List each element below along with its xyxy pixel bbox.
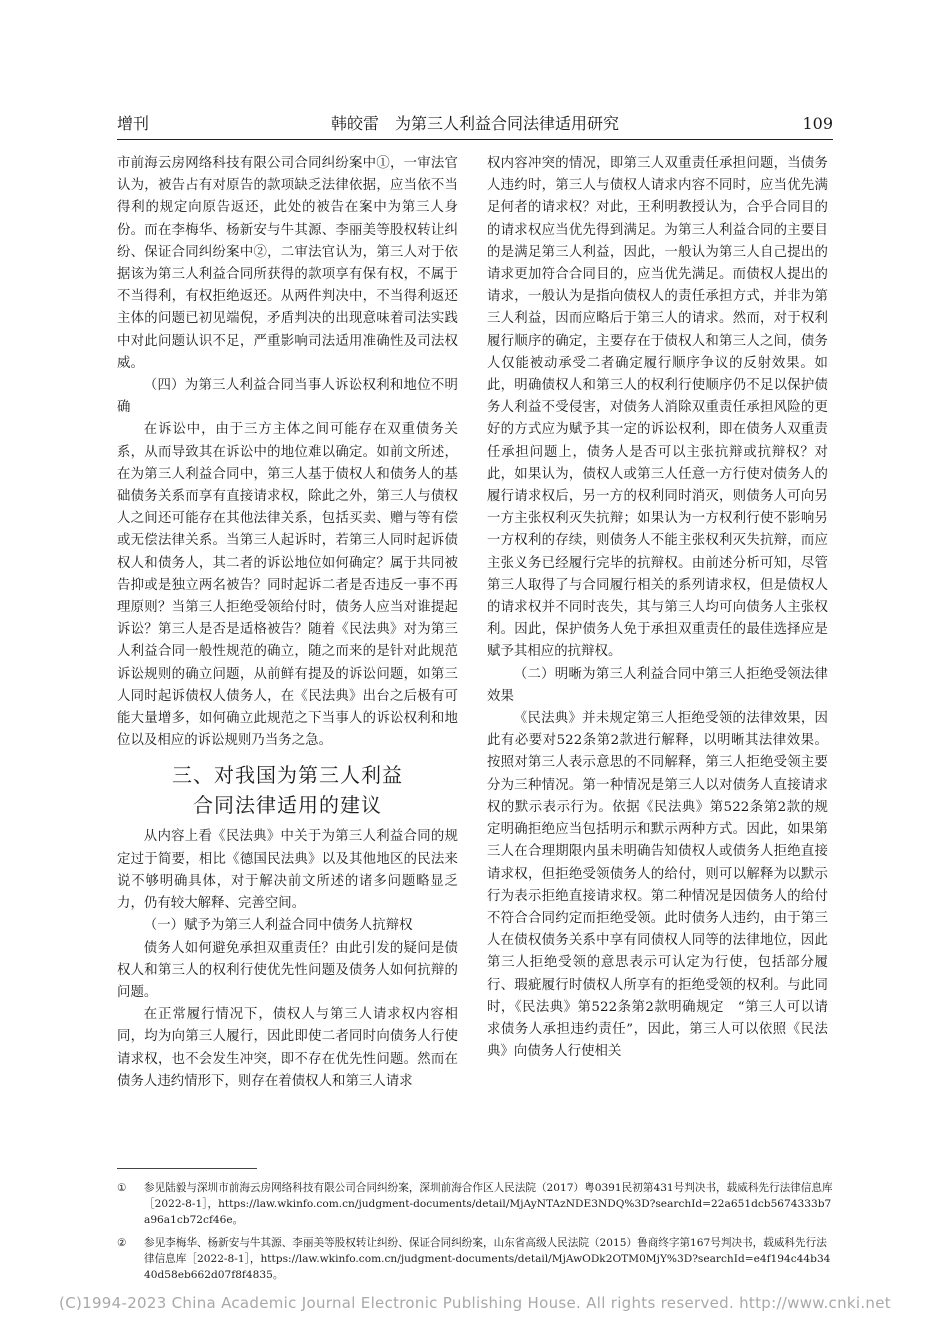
subheading-2: （二）明晰为第三人利益合同中第三人拒绝受领法律效果 — [487, 666, 828, 704]
left-paragraph-2: 在诉讼中，由于三方主体之间可能存在双重债务关系，从而导致其在诉讼中的地位难以确定。如前文所述，在为第三人利益合同中，第三人基于债权人和债务人的基础债务关系而享有直接请求权，除此之外，第三人与债权人之间还可能存在其他法律关系，包括买卖、赠与等有偿或无偿法律关系。当第三人起诉时，若第三人同时起诉债权人和债务人，其二者的诉讼地位如何确定？属于共同被告抑或是独立两名被告？同时起诉二者是否违反一事不再理原则？当第三人拒绝受领给付时，债务人应当对谁提起诉讼？第三人是否是适格被告？随着《民法典》对为第三人利益合同一般性规范的确立，随之而来的是针对此规范诉讼规则的确立问题，从前鲜有提及的诉讼问题，如第三人同时起诉债权人债务人，在《民法典》出台之后极有可能大量增多，如何确立此规范之下当事人的诉讼权利和地位以及相应的诉讼规则乃当务之急。 — [117, 422, 458, 749]
journal-issue-label: 增刊 — [117, 114, 150, 133]
header-divider — [117, 139, 833, 140]
subheading-1: （一）赋予为第三人利益合同中债务人抗辩权 — [143, 918, 413, 934]
right-paragraph-1: 权内容冲突的情况，即第三人双重责任承担问题，当债务人违约时，第三人与债权人请求内容不同时，应当优先满足何者的请求权？对此，王利明教授认为，合乎合同目的的请求权应当优先得到满足。为第三人利益合同的主要目的是满足第三人利益，因此，一般认为第三人自己提出的请求更加符合合同目的，应当优先满足。而债权人提出的请求，一般认为是指向债权人的责任承担方式，并非为第三人利益，因而应略后于第三人的请求。然而，对于权利履行顺序的确定，主要存在于债权人和第三人之间，债务人仅能被动承受二者确定履行顺序争议的反射效果。如此，明确债权人和第三人的权利行使顺序仍不足以保护债务人利益不受侵害，对债务人消除双重责任承担风险的更好的方式应为赋予其一定的诉讼权利，即在债务人双重责任承担问题上，债务人是否可以主张抗辩或抗辩权？对此，如果认为，债权人或第三人任意一方行使对债务人的履行请求权后，另一方的权利同时消灭，则债务人可向另一方主张权利灭失抗辩；如果认为一方权利行使不影响另一方权利的存续，则债务人不能主张权利灭失抗辩，而应主张义务已经履行完毕的抗辩权。由前述分析可知，尽管第三人取得了与合同履行相关的系列请求权，但是债权人的请求权并不同时丧失，其与第三人均可向债务人主张权利。因此，保护债务人免于承担双重责任的最佳选择应是赋予其相应的抗辩权。 — [487, 156, 828, 660]
left-paragraph-5: 在正常履行情况下，债权人与第三人请求权内容相同，均为向第三人履行，因此即使二者同时向债务人行使请求权，也不会发生冲突，即不存在优先性问题。然而在债务人违约情形下，则存在着债权人和第三人请求 — [117, 1007, 458, 1089]
copyright-watermark: (C)1994-2023 China Academic Journal Electronic Publishing House. All rights reserved. http://www.cnki.net — [59, 1294, 891, 1312]
running-header — [117, 112, 833, 136]
left-paragraph-4: 债务人如何避免承担双重责任？由此引发的疑问是债权人和第三人的权利行使优先性问题及债务人如何抗辩的问题。 — [117, 940, 458, 1000]
page-number: 109 — [802, 114, 833, 133]
footnote-marker: ② — [117, 1237, 127, 1249]
footnotes — [117, 1180, 833, 1290]
left-column — [117, 153, 458, 1093]
left-paragraph-1: 市前海云房网络科技有限公司合同纠纷案中①，一审法官认为，被告占有对原告的款项缺乏法律依据，应当依不当得利的规定向原告返还，此处的被告在案中为第三人身份。而在李梅华、杨新安与牛其源、李丽美等股权转让纠纷、保证合同纠纷案中②，二审法官认为，第三人对于依据该为第三人利益合同所获得的款项享有保有权，不属于不当得利，有权拒绝返还。从两件判决中，不当得利返还主体的问题已初见端倪，矛盾判决的出现意味着司法实践中对此问题认识不足，严重影响司法适用准确性及司法权威。 — [117, 156, 458, 371]
section-title — [117, 760, 458, 820]
footnote-marker: ① — [117, 1182, 127, 1194]
left-paragraph-3: 从内容上看《民法典》中关于为第三人利益合同的规定过于简要，相比《德国民法典》以及其他地区的民法来说不够明确具体，对于解决前文所述的诸多问题略显乏力，仍有较大解释、完善空间。 — [117, 829, 458, 912]
right-column — [487, 153, 828, 1063]
footnote-text: 参见陆毅与深圳市前海云房网络科技有限公司合同纠纷案，深圳前海合作区人民法院（2017）粤0391民初第431号判决书，载威科先行法律信息库［2022-8-1］，https://law.wkinfo.com.cn/judgment-documents/detail/MjAyNTAzNDE3NDQ%3D?searchId=22a651dcb5674333b7a96a1cb72cf46e。 — [144, 1182, 833, 1226]
section-title-line-1: 三、对我国为第三人利益 — [172, 763, 403, 788]
article-running-title: 韩皎雷 为第三人利益合同法律适用研究 — [330, 114, 619, 133]
footnote — [117, 1180, 833, 1228]
right-paragraph-2: 《民法典》并未规定第三人拒绝受领的法律效果，因此有必要对522条第2款进行解释，以明晰其法律效果。按照对第三人表示意思的不同解释，第三人拒绝受领主要分为三种情况。第一种情况是第三人以对债务人直接请求权的默示表示行为。依据《民法典》第522条第2款的规定明确拒绝应当包括明示和默示两种方式。因此，如果第三人在合理期限内虽未明确告知债权人或债务人拒绝直接请求权，但拒绝受领债务人的给付，则可以解释为以默示行为表示拒绝直接请求权。第二种情况是因债务人的给付不符合合同约定而拒绝受领。此时债务人违约，由于第三人在债权债务关系中享有同债权人同等的法律地位，因此第三人拒绝受领的意思表示可认定为行使，包括部分履行、瑕疵履行时债权人所享有的拒绝受领的权利。与此同时，《民法典》第522条第2款明确规定 “第三人可以请求债务人承担违约责任”，因此，第三人可以依照《民法典》向债务人行使相关 — [487, 711, 828, 1060]
footnote-divider — [117, 1168, 257, 1169]
section-title-line-2: 合同法律适用的建议 — [193, 793, 382, 818]
footnote-text: 参见李梅华、杨新安与牛其源、李丽美等股权转让纠纷、保证合同纠纷案，山东省高级人民法院（2015）鲁商终字第167号判决书，载威科先行法律信息库［2022-8-1］，https://law.wkinfo.com.cn/judgment-documents/detail/MjAwODk2OTM0MjY%3D?searchId=e4f194c44b3440d58eb662d07f8f4835。 — [144, 1237, 831, 1281]
footnote — [117, 1235, 833, 1283]
subheading-4: （四）为第三人利益合同当事人诉讼权利和地位不明确 — [117, 378, 458, 416]
